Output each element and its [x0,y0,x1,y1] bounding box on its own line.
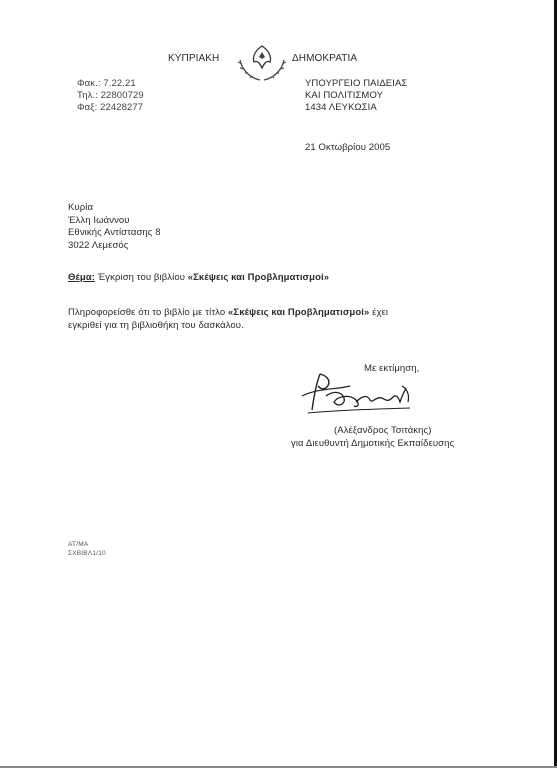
footer-reference [68,540,106,558]
subject-label: Θέμα: [68,272,95,283]
letter-date: 21 Οκτωβρίου 2005 [305,142,391,153]
header-left-word: ΚΥΠΡΙΑΚΗ [168,53,220,64]
body-line-2: εγκριθεί για τη βιβλιοθήκη του δασκάλου. [68,320,244,331]
sender-ministry-cont: ΚΑΙ ΠΟΛΙΤΙΣΜΟΥ [305,90,384,101]
file-code: ΣΧΒΙΒΛ1/10 [68,550,106,557]
file-reference: Φακ.: 7.22.21 [77,78,136,89]
reference-block [77,78,144,114]
body-book-title: «Σκέψεις και Προβληματισμοί» [228,307,370,318]
fax-number: Φαξ: 22428277 [77,102,144,113]
subject-text: Έγκριση του βιβλίου [95,272,188,283]
recipient-street: Εθνικής Αντίστασης 8 [68,227,161,238]
phone-number: Τηλ.: 22800729 [77,90,144,101]
recipient-name: Έλλη Ιωάννου [68,214,130,226]
coat-of-arms-emblem [232,40,292,86]
signatory-name: (Αλέξανδρος Τσιτάκης) [334,425,432,436]
body-paragraph [68,306,388,332]
sender-block [305,78,407,114]
recipient-salutation: Κυρία [68,202,94,213]
body-line-1 [68,306,388,319]
sender-ministry: ΥΠΟΥΡΓΕΙΟ ΠΑΙΔΕΙΑΣ [305,78,408,89]
subject-book-title: «Σκέψεις και Προβληματισμοί» [187,272,330,283]
subject-line [68,272,329,283]
body-text-2: έχει [369,307,389,318]
recipient-block [68,202,161,252]
body-text-1: Πληροφορείσθε ότι το βιβλίο με τίτλο [68,307,229,318]
signatory-role: για Διευθυντή Δημοτικής Εκπαίδευσης [291,438,455,449]
recipient-city: 3022 Λεμεσός [68,239,129,251]
header-right-word: ΔΗΜΟΚΡΑΤΙΑ [292,53,358,64]
handwritten-signature [298,366,416,416]
sender-city: 1434 ΛΕΥΚΩΣΙΑ [305,102,377,113]
closing-regards: Με εκτίμηση, [364,363,420,374]
typist-initials: ΑΤ/ΜΑ [68,541,89,548]
